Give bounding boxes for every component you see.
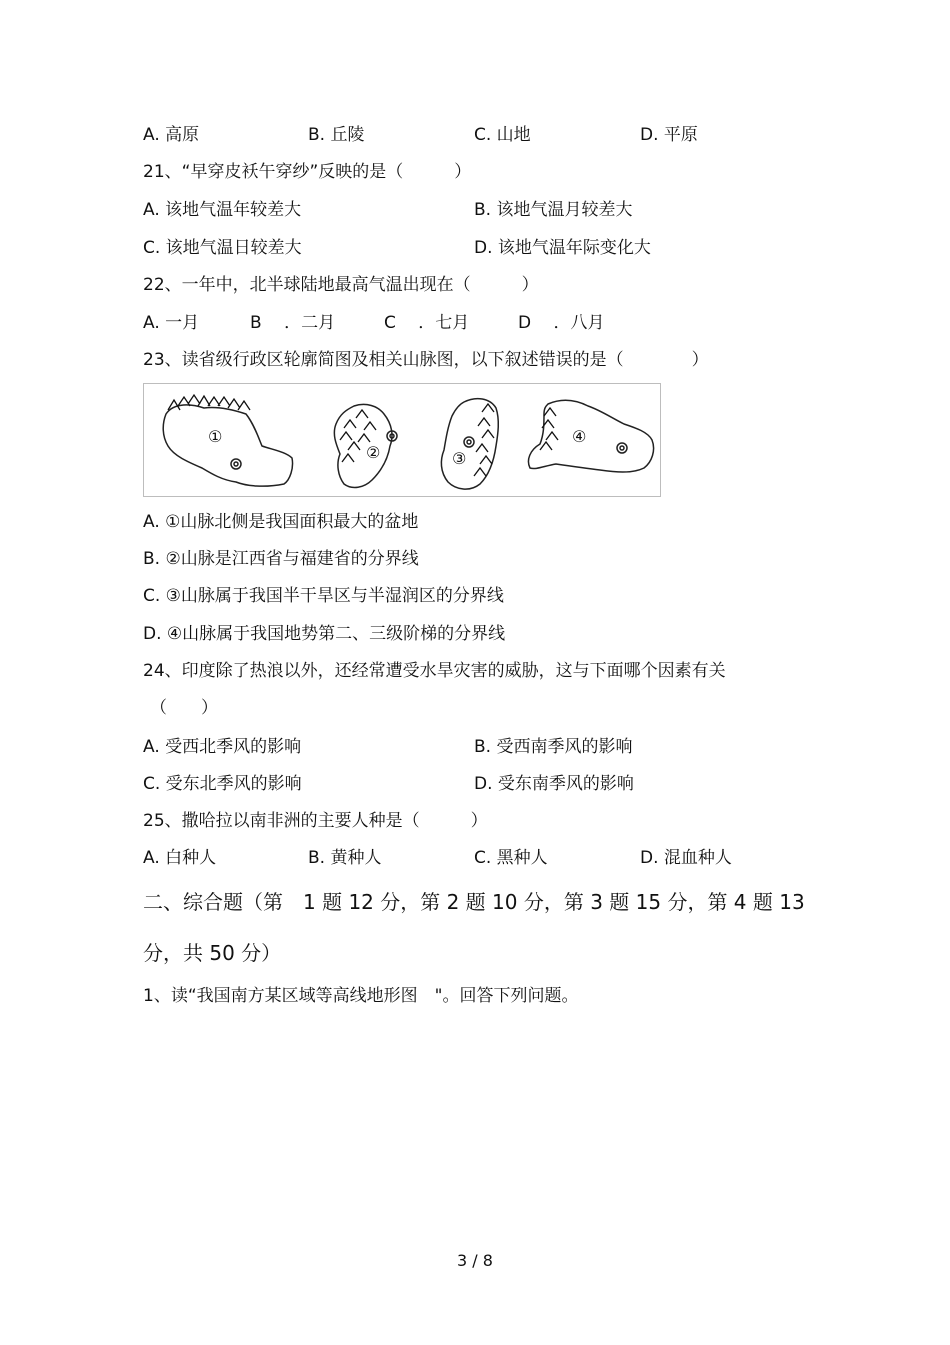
q22-option-d: D ．八月 (518, 313, 605, 333)
q22-option-b: B ．二月 (250, 313, 336, 333)
section2-heading-line2: 分，共 50 分） (143, 941, 282, 965)
q25-option-d: D. 混血种人 (640, 848, 732, 868)
q25-option-a: A. 白种人 (143, 848, 217, 868)
q20-option-d: D. 平原 (640, 125, 698, 145)
q24-option-d: D. 受东南季风的影响 (474, 774, 634, 794)
q24-stem-cont: （ ） (150, 698, 218, 718)
q22-option-c: C ．七月 (384, 313, 470, 333)
figure-label-4: ④ (572, 427, 587, 446)
q25-option-b: B. 黄种人 (308, 848, 382, 868)
figure-label-3: ③ (452, 449, 467, 468)
figure-label-1: ① (208, 427, 223, 446)
q24-stem: 24、印度除了热浪以外，还经常遭受水旱灾害的威胁，这与下面哪个因素有关 (143, 661, 726, 681)
q25-stem: 25、撒哈拉以南非洲的主要人种是（ ） (143, 811, 488, 831)
q24-option-a: A. 受西北季风的影响 (143, 737, 302, 757)
q23-option-a: A. ①山脉北侧是我国面积最大的盆地 (143, 512, 419, 532)
q23-option-c: C. ③山脉属于我国半干旱区与半湿润区的分界线 (143, 586, 504, 606)
q23-stem: 23、读省级行政区轮廓简图及相关山脉图，以下叙述错误的是（ ） (143, 350, 709, 370)
section2-q1-stem: 1、读“我国南方某区域等高线地形图 "。回答下列问题。 (143, 986, 579, 1006)
q21-option-c: C. 该地气温日较差大 (143, 238, 302, 258)
section2-heading-line1: 二、综合题（第 1 题 12 分，第 2 题 10 分，第 3 题 15 分，第 4 题 13 (143, 890, 805, 914)
q22-stem: 22、一年中，北半球陆地最高气温出现在（ ） (143, 275, 539, 295)
q21-option-d: D. 该地气温年际变化大 (474, 238, 651, 258)
q24-option-b: B. 受西南季风的影响 (474, 737, 633, 757)
province-mountain-figure (143, 383, 661, 497)
q21-option-b: B. 该地气温月较差大 (474, 200, 633, 220)
q24-option-c: C. 受东北季风的影响 (143, 774, 302, 794)
figure-label-2: ② (366, 443, 381, 462)
q21-stem: 21、“早穿皮袄午穿纱”反映的是（ ） (143, 162, 472, 182)
q23-option-b: B. ②山脉是江西省与福建省的分界线 (143, 549, 419, 569)
page-number: 3 / 8 (457, 1251, 493, 1270)
q20-option-a: A. 高原 (143, 125, 200, 145)
q23-option-d: D. ④山脉属于我国地势第二、三级阶梯的分界线 (143, 624, 506, 644)
q20-option-b: B. 丘陵 (308, 125, 365, 145)
q22-option-a: A. 一月 (143, 313, 200, 333)
q21-option-a: A. 该地气温年较差大 (143, 200, 302, 220)
q20-option-c: C. 山地 (474, 125, 531, 145)
q25-option-c: C. 黑种人 (474, 848, 548, 868)
